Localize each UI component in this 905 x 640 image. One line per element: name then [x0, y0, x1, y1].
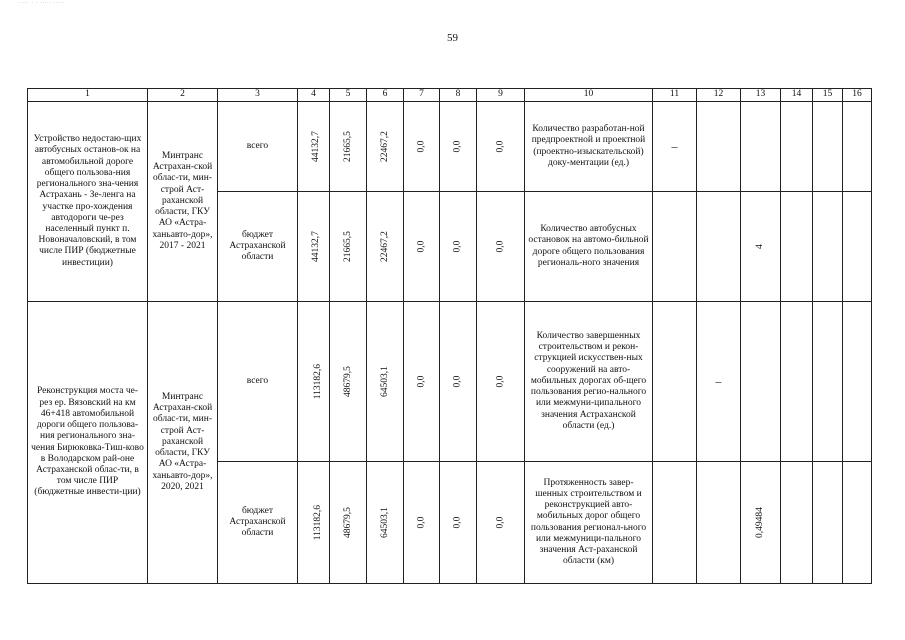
header-cell: 11: [653, 89, 697, 102]
amount-year: 22467,2: [367, 102, 404, 192]
amount-year: 0,0: [404, 302, 440, 462]
amount-total: 113182,6: [298, 462, 330, 584]
header-cell: 4: [298, 89, 330, 102]
amount-year: 64503,1: [367, 462, 404, 584]
indicator-name: Количество автобусных остановок на автомо-бильной дороге общего пользования региональ-ного значения: [525, 192, 653, 302]
indicator-value: [781, 192, 813, 302]
amount-year: 64503,1: [367, 302, 404, 462]
amount-year: 0,0: [440, 192, 477, 302]
amount-total: 113182,6: [298, 302, 330, 462]
indicator-value: [653, 462, 697, 584]
header-cell: 8: [440, 89, 477, 102]
header-cell: 15: [813, 89, 843, 102]
indicator-value: [653, 302, 697, 462]
header-cell: 3: [218, 89, 298, 102]
header-row: [28, 89, 872, 102]
amount-total: 44132,7: [298, 192, 330, 302]
amount-year: 0,0: [477, 302, 525, 462]
indicator-value: [697, 192, 741, 302]
indicator-value: –: [697, 302, 741, 462]
amount-year: 0,0: [404, 192, 440, 302]
indicator-name: Протяженность завер-шенных строительством и реконструкцией авто-мобильных дорог общего пользования регионал-ьного или межмуници-пального значения Аст-раханской области (км): [525, 462, 653, 584]
header-cell: 1: [28, 89, 148, 102]
indicator-value: 4: [741, 192, 781, 302]
header-cell: 10: [525, 89, 653, 102]
indicator-value: [813, 102, 843, 192]
table-row: [28, 302, 872, 462]
header-cell: 12: [697, 89, 741, 102]
indicator-value: [741, 102, 781, 192]
amount-year: 0,0: [404, 102, 440, 192]
funding-source: бюджет Астраханской области: [218, 192, 298, 302]
header-cell: 14: [781, 89, 813, 102]
amount-year: 0,0: [440, 302, 477, 462]
measure-name: Устройство недостаю-щих автобусных останов-ок на автомобильной дороге общего пользова-ния регионального зна-чения Астрахань - Зе-ленга на участке про-хождения автодороги че-рез населенный пункт п. Новоначаловский, в том числе ПИР (бюджетные инвестиции): [28, 102, 148, 302]
indicator-value: [843, 102, 872, 192]
amount-year: 0,0: [477, 102, 525, 192]
amount-year: 0,0: [477, 192, 525, 302]
indicator-value: [653, 192, 697, 302]
executor-cell: Минтранс Астрахан-ской облас-ти, мин-строй Аст-раханской области, ГКУ АО «Астра-ханьавто-дор», 2020, 2021: [148, 302, 218, 584]
amount-year: 0,0: [477, 462, 525, 584]
amount-year: 0,0: [404, 462, 440, 584]
indicator-value: [813, 302, 843, 462]
header-cell: 7: [404, 89, 440, 102]
indicator-value: [781, 462, 813, 584]
amount-year: 48679,5: [330, 302, 367, 462]
indicator-value: [781, 302, 813, 462]
amount-year: 21665,5: [330, 192, 367, 302]
funding-source: бюджет Астраханской области: [218, 462, 298, 584]
header-cell: 16: [843, 89, 872, 102]
header-cell: 2: [148, 89, 218, 102]
amount-year: 22467,2: [367, 192, 404, 302]
indicator-value: [813, 462, 843, 584]
header-cell: 6: [367, 89, 404, 102]
amount-year: 0,0: [440, 102, 477, 192]
amount-year: 0,0: [440, 462, 477, 584]
page-top-mark: ..... . . ..... .....: [18, 0, 66, 5]
executor-cell: Минтранс Астрахан-ской облас-ти, мин-строй Аст-раханской области, ГКУ АО «Астра-ханьавто-дор», 2017 - 2021: [148, 102, 218, 302]
program-table: [27, 88, 872, 584]
indicator-value: [741, 302, 781, 462]
indicator-value: –: [653, 102, 697, 192]
table-row: [28, 102, 872, 192]
indicator-name: Количество разработан-ной предпроектной и проектной (проектно-изыскательской) доку-ментации (ед.): [525, 102, 653, 192]
indicator-value: [781, 102, 813, 192]
header-cell: 5: [330, 89, 367, 102]
indicator-name: Количество завершенных строительством и рекон-струкцией искусствен-ных сооружений на авто-мобильных дорогах об-щего пользования регио-нального или межмуни-ципального значения Астраханской области (ед.): [525, 302, 653, 462]
amount-year: 48679,5: [330, 462, 367, 584]
page-number: 59: [447, 32, 458, 44]
measure-name: Реконструкция моста че-рез ер. Вязовский на км 46+418 автомобильной дороги общего пользова-ния регионального зна-чения Бирюковка-Тиш-ково в Володарском рай-оне Астраханской облас-ти, в том числе ПИР (бюджетные инвести-ции): [28, 302, 148, 584]
indicator-value: [843, 192, 872, 302]
indicator-value: [697, 462, 741, 584]
amount-year: 21665,5: [330, 102, 367, 192]
indicator-value: [843, 462, 872, 584]
amount-total: 44132,7: [298, 102, 330, 192]
indicator-value: 0,49484: [741, 462, 781, 584]
indicator-value: [813, 192, 843, 302]
funding-source: всего: [218, 302, 298, 462]
header-cell: 13: [741, 89, 781, 102]
header-cell: 9: [477, 89, 525, 102]
indicator-value: [697, 102, 741, 192]
indicator-value: [843, 302, 872, 462]
funding-source: всего: [218, 102, 298, 192]
